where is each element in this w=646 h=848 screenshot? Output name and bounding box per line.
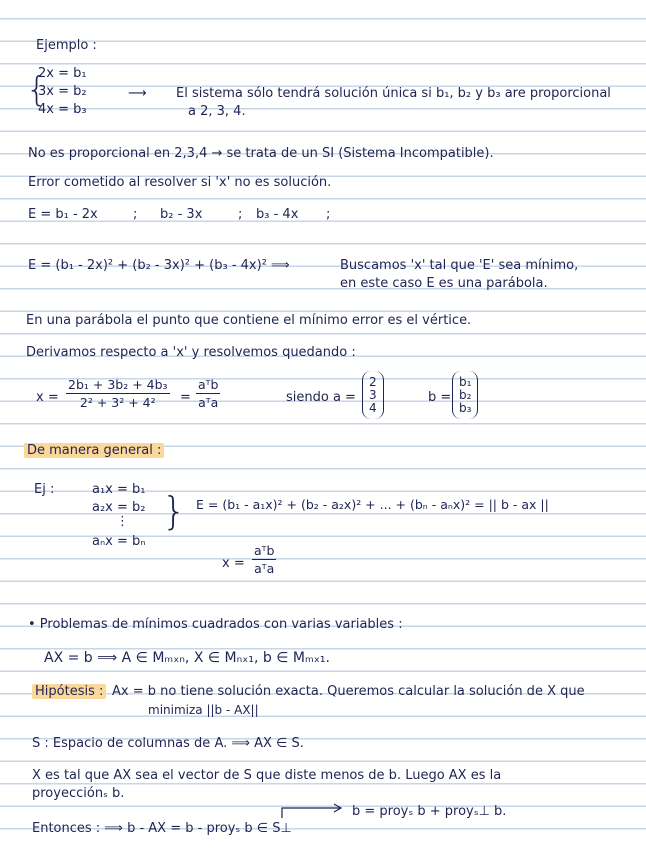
error-def-3: b₃ - 4x xyxy=(256,207,299,222)
system-equation-2: 3x = b₂ xyxy=(38,84,87,99)
general-eq-2: a₂x = b₂ xyxy=(92,500,146,515)
E-note-1: Buscamos 'x' tal que 'E' sea mínimo, xyxy=(340,258,579,273)
E-formula: E = (b₁ - 2x)² + (b₂ - 3x)² + (b₃ - 4x)² ⟹ xyxy=(28,258,290,273)
system-brace: { xyxy=(26,70,48,110)
entonces-line: Entonces : ⟹ b - AX = b - proyₛ b ∈ S⊥ xyxy=(32,821,292,836)
x-fraction-2-denominator: aᵀa xyxy=(198,395,219,410)
parabola-line: En una parábola el punto que contiene el mínimo error es el vértice. xyxy=(26,313,472,328)
general-x-numerator: aᵀb xyxy=(254,543,275,558)
general-heading-text: De manera general : xyxy=(24,443,164,458)
s-line: S : Espacio de columnas de A. ⟹ AX ∈ S. xyxy=(32,736,304,751)
hypothesis-text-1: Ax = b no tiene solución exacta. Queremos calcular la solución de X que xyxy=(112,684,585,699)
hypothesis-label-text: Hipótesis : xyxy=(32,684,106,699)
x-equals: = xyxy=(180,390,191,405)
arrow-icon: ⟶ xyxy=(128,86,147,101)
b-label: b = xyxy=(428,390,452,405)
general-E-formula: E = (b₁ - a₁x)² + (b₂ - a₂x)² + ... + (bₙ - aₙx)² = || b - ax || xyxy=(196,497,549,512)
example-heading: Ejemplo : xyxy=(36,38,97,53)
siendo-label: siendo a = xyxy=(286,390,356,405)
not-proportional-line: No es proporcional en 2,3,4 → se trata de un SI (Sistema Incompatible). xyxy=(28,146,494,161)
error-def-sep-3: ; xyxy=(326,207,331,222)
derive-line: Derivamos respecto a 'x' y resolvemos quedando : xyxy=(26,345,356,360)
x-line-1: X es tal que AX sea el vector de S que diste menos de b. Luego AX es la xyxy=(32,768,502,783)
error-def-sep-1: ; xyxy=(133,207,138,222)
general-eq-dots: ⋮ xyxy=(116,514,129,529)
x-fraction-denominator: 2² + 3² + 4² xyxy=(79,395,156,410)
general-x-denominator: aᵀa xyxy=(254,561,275,576)
general-ej: Ej : xyxy=(34,482,55,497)
projection-equation: b = proyₛ b + proyₛ⊥ b. xyxy=(352,804,507,819)
axb-line: AX = b ⟹ A ∈ Mₘₓₙ, X ∈ Mₙₓ₁, b ∈ Mₘₓ₁. xyxy=(44,650,330,666)
x-fraction-numerator: 2b₁ + 3b₂ + 4b₃ xyxy=(68,377,168,392)
E-note-2: en este caso E es una parábola. xyxy=(340,276,548,291)
general-eq-n: aₙx = bₙ xyxy=(92,534,146,549)
projection-arrow-line xyxy=(282,808,340,818)
vector-b-entry: b₁ xyxy=(459,374,472,389)
vector-a-entry: 2 xyxy=(369,374,377,389)
system-equation-1: 2x = b₁ xyxy=(38,66,87,81)
general-x-lhs: x = xyxy=(222,556,245,571)
system-note-1: El sistema sólo tendrá solución única si b₁, b₂ y b₃ are proporcional xyxy=(176,86,611,101)
vector-a-entry: 3 xyxy=(369,387,377,402)
vector-b-entry: b₂ xyxy=(459,387,472,402)
x-line-2: proyecciónₛ b. xyxy=(32,786,125,801)
least-squares-heading: • Problemas de mínimos cuadrados con varias variables : xyxy=(28,617,403,632)
system-note-2: a 2, 3, 4. xyxy=(188,104,246,119)
system-equation-3: 4x = b₃ xyxy=(38,102,87,117)
general-brace: } xyxy=(162,489,187,533)
error-def-sep-2: ; xyxy=(238,207,243,222)
error-line: Error cometido al resolver si 'x' no es solución. xyxy=(28,175,332,190)
vector-b-entry: b₃ xyxy=(459,400,472,415)
x-lhs: x = xyxy=(36,390,59,405)
hypothesis-text-2: minimiza ||b - AX|| xyxy=(148,703,259,717)
error-def-1: E = b₁ - 2x xyxy=(28,207,98,222)
vector-a-entry: 4 xyxy=(369,400,377,415)
general-eq-1: a₁x = b₁ xyxy=(92,482,146,497)
error-def-2: b₂ - 3x xyxy=(160,207,203,222)
x-fraction-2-numerator: aᵀb xyxy=(198,377,219,392)
